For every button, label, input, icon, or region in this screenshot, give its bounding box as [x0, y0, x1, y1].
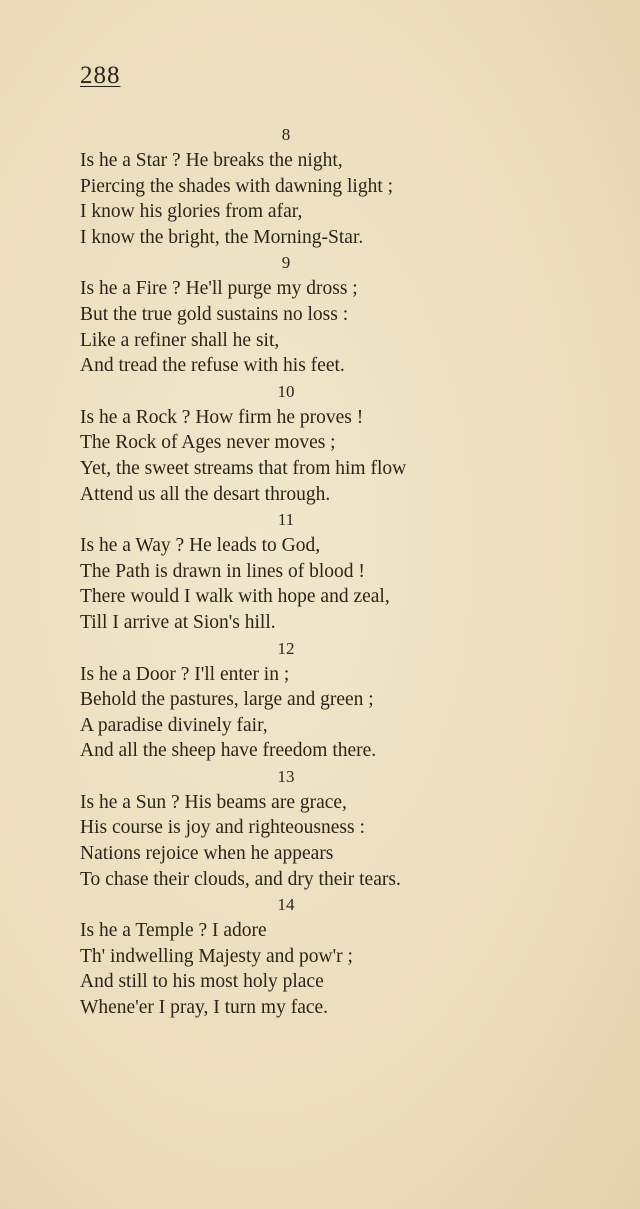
verse-line: The Path is drawn in lines of blood !: [80, 560, 365, 582]
verse-line: Behold the pastures, large and green ;: [80, 689, 374, 711]
verse-line: Is he a Temple ? I adore: [80, 920, 267, 942]
verse-line: And tread the refuse with his feet.: [80, 355, 345, 377]
stanza-number: 11: [277, 510, 295, 530]
verse-line: A paradise divinely fair,: [80, 714, 268, 736]
stanza: [80, 764, 530, 892]
verse-line: And all the sheep have freedom there.: [80, 740, 377, 762]
stanza-number: 14: [277, 895, 295, 915]
verse-line: Th' indwelling Majesty and pow'r ;: [80, 945, 353, 967]
verse-line: I know the bright, the Morning-Star.: [80, 226, 364, 248]
stanza: [80, 636, 530, 764]
verse-line: Till I arrive at Sion's hill.: [80, 611, 276, 633]
verse-line: Attend us all the desart through.: [80, 483, 331, 505]
stanza: [80, 250, 530, 378]
stanza: [80, 122, 530, 250]
stanza: [80, 379, 530, 507]
verse-line: His course is joy and righteousness :: [80, 817, 365, 839]
verse-line: Like a refiner shall he sit,: [80, 329, 280, 351]
stanza-number: 10: [277, 381, 295, 401]
verse-line: I know his glories from afar,: [80, 201, 303, 223]
verse-line: To chase their clouds, and dry their tears.: [80, 868, 401, 890]
verse-line: Is he a Rock ? How firm he proves !: [80, 406, 364, 428]
stanza-number: 8: [281, 125, 291, 144]
verse-line: Is he a Door ? I'll enter in ;: [80, 663, 290, 685]
verse-line: Piercing the shades with dawning light ;: [80, 175, 394, 197]
verse-line: Yet, the sweet streams that from him flow: [80, 457, 407, 479]
hymn-verses: [80, 122, 530, 1021]
verse-line: Is he a Sun ? His beams are grace,: [80, 791, 347, 813]
stanza-number: 12: [277, 638, 295, 658]
verse-line: The Rock of Ages never moves ;: [80, 432, 336, 454]
verse-line: Nations rejoice when he appears: [80, 843, 334, 865]
stanza-number: 9: [281, 253, 291, 273]
verse-line: But the true gold sustains no loss :: [80, 303, 349, 325]
stanza: [80, 507, 530, 635]
verse-line: And still to his most holy place: [80, 971, 324, 993]
stanza: [80, 892, 530, 1020]
verse-line: Is he a Way ? He leads to God,: [80, 535, 321, 557]
stanza-number: 13: [277, 766, 295, 786]
page-number: 288: [80, 62, 121, 89]
verse-line: Is he a Fire ? He'll purge my dross ;: [80, 278, 358, 300]
verse-line: There would I walk with hope and zeal,: [80, 586, 390, 608]
verse-line: Whene'er I pray, I turn my face.: [80, 997, 329, 1019]
verse-line: Is he a Star ? He breaks the night,: [80, 150, 343, 171]
